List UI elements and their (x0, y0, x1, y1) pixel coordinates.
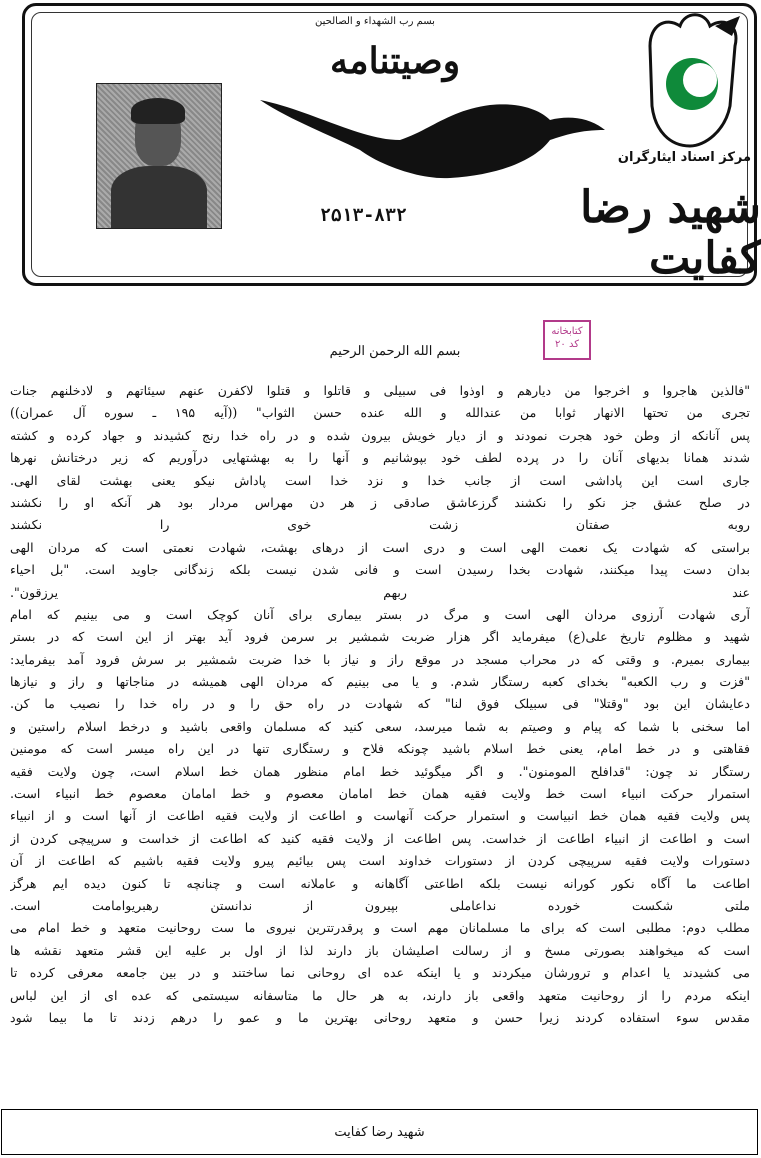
text-line: اطاعت ما آگاه نکور کورانه نیست بلکه اطاعتی آگاهانه و عاملانه است و چنانچه تا کنون دیده ایم هرگز (10, 875, 750, 891)
text-line: مطلب دوم: مطلبی است که برای ما مسلمانان مهم است و پرقدرتترین نیروی ما ست روحانیت متعهد و خط امام می (10, 920, 750, 936)
text-line: آری شهادت آرزوی مردان الهی است و مرگ در بستر بیماری برای آنان کوچک است و می بینیم که امام (10, 606, 750, 622)
text-line: "فالذین هاجروا و اخرجوا من دیارهم و اوذوا فی سبیلی و قاتلوا و قتلوا لاکفرن عنهم سیئاتهم و لادخلنهم جنات (10, 383, 750, 398)
text-line: است که میخواهند بصورتی مسخ و از رسالت اصلیشان باز دارند لذا از اول بر علیه این قشر متعهد نقشه ها (10, 942, 750, 958)
text-line: پس ولایت فقیه همان خط انبیاست و استمرار حرکت آنهاست و اطاعت از ولایت فقیه اطاعت از آنها است و از انبیاء (10, 808, 750, 824)
will-title: وصیتنامه (330, 40, 461, 82)
text-line: "فزت و رب الکعبه" بخدای کعبه رستگار شدم. و یا می بینیم که مردان الهی همیشه در مناجاتها و راز و نیازها (10, 674, 750, 690)
text-line: است و اطاعت از انبیاء اطاعت از خداست. پس اطاعت از ولایت فقیه کنید که اطاعت از خداست و سرپیچی کردن از (10, 830, 750, 846)
text-line: روبه صفتان زشت خوی را نکشند (10, 517, 750, 533)
text-line: عند ربهم یرزقون". (10, 584, 750, 600)
text-line: در صلح عشق جز نکو را نکشند گرزعاشق صادقی ز هر دن مهراس مردار بود هر آنکه او را نکشند (10, 494, 750, 510)
dove-icon (250, 80, 610, 190)
text-line: می کشیدند یا اعدام و ترورشان میکردند و یا اینکه عده ای روحانی نما ساختند و در بین جامعه معرفی کرده تا (10, 965, 750, 981)
text-line: اینکه مردم را از روحانیت متعهد واقعی باز دارند، به هر حال ما متاسفانه سیستمی که عده ای از این لباس (10, 987, 750, 1003)
text-line: شدند همانا بدیهای آنان را در پرده لطف خود بپوشانیم و آنها را به بهشتهایی درآوریم که زیر درختانش نهرها (10, 450, 750, 466)
text-line: مقدس سوء استفاده کردند زیرا حسن و متعهد روحانی بهترین ما و عمو را درهم زدند تا ما بیما شود (10, 1009, 750, 1025)
text-line: ملتی شکست خورده نداعاملی بپیرون از ندانستن رهبریوامامت است. (10, 897, 750, 913)
document-code: ۲۵۱۳-۸۳۲ (320, 205, 407, 226)
text-line: دستورات ولایت فقیه سرپیچی کردن از دستورات خداوند است پس بیائیم پیرو ولایت فقیه باشیم که اطاعت از آن (10, 853, 750, 869)
footer-caption-box (1, 1109, 758, 1155)
text-line: براستی که شهادت یک نعمت الهی است و دری است از درهای بهشت، شهادت نعمتی است که مردان الهی (10, 539, 750, 555)
text-line: رستگار ند چون: "قدافلح المومنون". و اگر میگوئید خط امام منظور همان خط اسلام است، چون ولایت فقیه (10, 763, 750, 779)
text-line: استمرار حرکت انبیاء است خط ولایت فقیه همان خط امامان معصوم و خط امامان معصوم خط انبیاء است. (10, 786, 750, 802)
martyr-photo (96, 83, 222, 229)
footer-caption: شهید رضا کفایت (334, 1124, 425, 1140)
text-line: فقاهتی و در خط امام، یعنی خط اسلام باشید چونکه فلاح و رستگاری تنها در این راه میسر است که مومنین (10, 741, 750, 757)
text-line: اما سخنی با شما که پیام و وصیتم به شما میرسد، سعی کنید که مسلمان واقعی باشید و درخط اسلام راستین و (10, 718, 750, 734)
text-line: شهید و مظلوم تاریخ علی(ع) میفرماید اگر هزار ضربت شمشیر بر سرمن فرود آید بهتر از این است که در بستر (10, 629, 750, 645)
text-line: بیماری بمیرم. و وقتی که در محراب مسجد در موقع راز و نیاز با خدا ضربت شمشیر بر سرش فرود آمد بیفرماید: (10, 651, 750, 667)
library-stamp (543, 320, 591, 360)
stamp-line-2: کد ۲۰ (555, 339, 579, 350)
text-line: تجری من تحتها الانهار ثوابا من عندالله و الله عنده حسن الثواب" ((آیه ۱۹۵ ـ سوره آل عمران)) (10, 405, 750, 421)
text-line: دعایشان این بود "وقتلا" فی سبیلک فوق لنا" که شهادت در راه حق را و در راه خدا را نصیب ما کن. (10, 696, 750, 712)
text-line: بدان دست پیدا میکنند، شهادت بخدا رسیدن است و فانی شدن نیست بلکه زندگانی جاوید است. "بل احیاء (10, 562, 750, 578)
text-line: پس آنانکه از وطن خود هجرت نمودند و از دیار خویش بیرون شده و در راه خدا رنج کشیدند و جهاد کرده و کشته (10, 427, 750, 443)
will-body (10, 380, 750, 1029)
text-line: جاری است این پاداشی است از جانب خدا و نزد خدا است پاداش نیکو یعنی بهشت لقای الهی. (10, 472, 750, 488)
header-bismillah: بسم رب الشهداء و الصالحین (315, 16, 435, 27)
martyr-name-heading: شهید رضا کفایت (580, 182, 761, 284)
document-bismillah: بسم الله الرحمن الرحیم (329, 344, 461, 359)
logo-caption: مرکز اسناد ایثارگران (617, 150, 752, 165)
stamp-line-1: کتابخانه (551, 326, 583, 337)
logo-icon (630, 6, 755, 156)
